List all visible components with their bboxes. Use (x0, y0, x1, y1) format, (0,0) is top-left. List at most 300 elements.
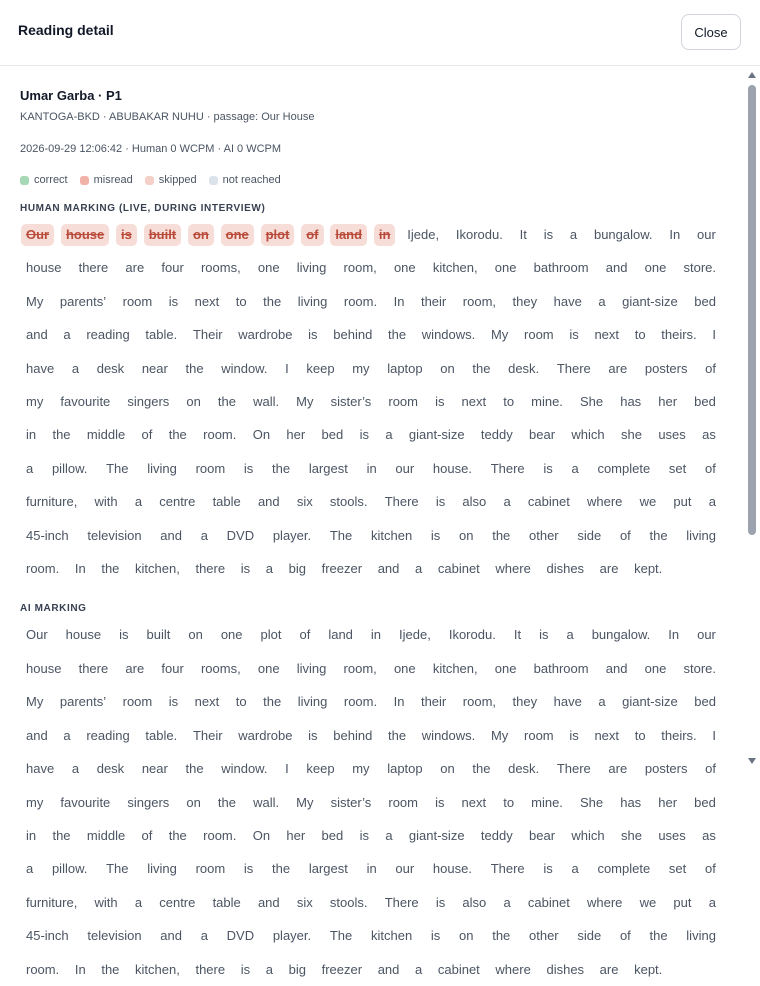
passage-word: theirs. (661, 327, 697, 343)
passage-word: bed (694, 694, 716, 710)
passage-word: Ijede, (399, 627, 431, 643)
passage-word: is (543, 227, 554, 242)
passage-word: behind (333, 327, 373, 343)
passage-word: bungalow. (593, 227, 653, 242)
passage-word: to (503, 794, 515, 810)
passage-word: middle (86, 427, 126, 443)
passage-word: one (644, 660, 667, 676)
passage-word: there (78, 660, 109, 676)
misread-word: is (116, 224, 137, 246)
passage-word: four (161, 660, 184, 676)
passage-word: the (263, 694, 282, 710)
passage-word: is (430, 928, 441, 944)
passage-word: furniture, (26, 494, 78, 510)
passage-word: table (212, 894, 241, 910)
passage-word: other (529, 527, 559, 543)
passage-word: one (494, 660, 517, 676)
passage-word: desk. (508, 761, 540, 777)
passage-word: our (395, 861, 415, 877)
scroll-thumb[interactable] (748, 85, 756, 535)
passage-word: It (519, 227, 527, 242)
passage-word: a (134, 494, 143, 510)
human-marking-label: HUMAN MARKING (LIVE, DURING INTERVIEW) (20, 203, 266, 214)
passage-word: near (141, 761, 168, 777)
passage-word: living (686, 928, 716, 944)
misread-swatch-icon (80, 176, 89, 185)
passage-word: the (492, 928, 511, 944)
passage-word: in (366, 460, 377, 476)
passage-word: and (26, 327, 48, 343)
scroll-down-arrow-icon[interactable] (748, 758, 756, 764)
passage-word: I (285, 761, 289, 777)
passage-word: her (658, 794, 678, 810)
passage-word: My (296, 794, 314, 810)
passage-word: of (141, 827, 153, 843)
passage-word: my (26, 394, 44, 410)
passage-word: stools. (329, 494, 368, 510)
scroll-up-arrow-icon[interactable] (748, 72, 756, 78)
passage-word: house. (432, 460, 472, 476)
passage-word: player. (272, 928, 312, 944)
passage-word: our (697, 227, 716, 242)
passage-word: with (94, 494, 118, 510)
passage-word: is (240, 561, 251, 577)
passage-word: room (195, 861, 226, 877)
passage-word: bear (529, 427, 556, 443)
passage-word: next (461, 394, 487, 410)
passage-word: where (587, 494, 623, 510)
passage-word: Ikorodu. (455, 227, 503, 242)
passage-word: Ijede, (407, 227, 440, 242)
passage-word: room. (343, 694, 378, 710)
passage-word: and (257, 494, 280, 510)
passage-word: television (87, 527, 142, 543)
passage-word: and (160, 928, 182, 944)
passage-word: is (435, 894, 446, 910)
legend-item-not-reached (209, 174, 281, 186)
modal-content (0, 67, 744, 977)
passage-word: windows. (421, 727, 476, 743)
passage-word: room (388, 794, 418, 810)
passage-word: The (329, 928, 353, 944)
passage-word: set (668, 460, 687, 476)
passage-word: big (288, 561, 306, 577)
passage-word: largest (308, 861, 348, 877)
passage-word: other (529, 928, 559, 944)
passage-word: the (217, 794, 236, 810)
passage-word: is (430, 527, 441, 543)
passage-word: She (580, 794, 604, 810)
misread-word: in (374, 224, 396, 246)
passage-word: my (26, 794, 44, 810)
passage-word: window. (221, 360, 268, 376)
passage-word: store. (683, 660, 717, 676)
passage-word: There (556, 360, 591, 376)
passage-word: in (26, 827, 37, 843)
passage-word: the (272, 861, 291, 877)
passage-word: is (243, 861, 254, 877)
passage-word: are (599, 561, 619, 577)
passage-word: the (649, 527, 668, 543)
passage-word: a (134, 894, 143, 910)
passage-word: a (566, 627, 574, 643)
passage-word: dishes (546, 561, 585, 577)
passage-word: side (577, 928, 602, 944)
misread-word: on (188, 224, 214, 246)
passage-word: is (569, 327, 579, 343)
passage-word: table (212, 494, 241, 510)
passage-word: kitchen, (432, 660, 478, 676)
passage-word: kitchen, (432, 260, 478, 276)
passage-word: player. (272, 527, 312, 543)
passage-word: my (352, 360, 370, 376)
passage-word: next (194, 293, 220, 309)
passage-word: with (94, 894, 118, 910)
passage-word: mine. (531, 794, 563, 810)
passage-word: freezer (321, 561, 363, 577)
passage-word: freezer (321, 961, 363, 977)
passage-word: in (370, 627, 382, 643)
passage-word: on (459, 928, 474, 944)
passage-word: middle (86, 827, 126, 843)
passage-word: pillow. (51, 460, 88, 476)
passage-word: the (217, 394, 236, 410)
passage-word: is (539, 627, 549, 643)
passage-word: room (524, 327, 554, 343)
passage-word: theirs. (661, 727, 697, 743)
passage-word: a (265, 961, 273, 977)
not-reached-swatch-icon (209, 176, 218, 185)
legend-item-skipped (145, 174, 197, 186)
passage-word: living (147, 460, 177, 476)
passage-word: My (26, 694, 44, 710)
passage-word: house (26, 660, 62, 676)
passage-word: and (605, 660, 628, 676)
passage-word: windows. (421, 327, 476, 343)
passage-word: singers (127, 794, 170, 810)
passage-word: room (122, 694, 153, 710)
passage-word: on (440, 360, 455, 376)
passage-word: a (708, 494, 716, 510)
passage-word: a (71, 360, 80, 376)
passage-word: largest (308, 460, 348, 476)
passage-word: stools. (329, 894, 368, 910)
passage-word: is (543, 460, 553, 476)
passage-word: desk (96, 761, 125, 777)
passage-word: house (65, 627, 102, 643)
passage-word: the (185, 761, 204, 777)
passage-word: is (243, 460, 254, 476)
passage-word: Their (192, 727, 223, 743)
passage-word: one (644, 260, 667, 276)
passage-word: her (286, 427, 306, 443)
legend-label: skipped (158, 174, 197, 186)
passage-word: sister’s (330, 394, 372, 410)
passage-word: the (52, 827, 71, 843)
student-meta: KANTOGA-BKD · ABUBAKAR NUHU · passage: Our House (20, 111, 315, 123)
passage-word: is (543, 861, 553, 877)
passage-word: we (639, 494, 657, 510)
passage-word: house (26, 260, 62, 276)
passage-word: a (385, 827, 393, 843)
passage-word: and (160, 527, 182, 543)
passage-word: the (101, 961, 120, 977)
modal-title: Reading detail (18, 22, 114, 38)
passage-word: kept. (634, 961, 663, 977)
passage-word: In (74, 561, 86, 577)
passage-word: I (712, 727, 716, 743)
passage-word: There (384, 894, 419, 910)
passage-word: living (296, 660, 327, 676)
passage-word: a (200, 527, 208, 543)
passage-word: a (63, 727, 71, 743)
passage-word: to (235, 694, 247, 710)
passage-word: giant-size (622, 694, 678, 710)
passage-word: of (704, 861, 716, 877)
legend-label: correct (34, 174, 68, 186)
passage-word: built (146, 627, 171, 643)
passage-word: sister’s (330, 794, 372, 810)
passage-word: giant-size (408, 827, 465, 843)
passage-word: next (461, 794, 487, 810)
passage-word: I (712, 327, 716, 343)
passage-word: is (119, 627, 129, 643)
passage-word: on (186, 794, 201, 810)
passage-word: cabinet (527, 494, 570, 510)
passage-word: of (299, 627, 311, 643)
passage-word: room. (203, 827, 237, 843)
passage-word: our (395, 460, 415, 476)
passage-word: room. (343, 293, 378, 309)
passage-word: kitchen, (135, 961, 180, 977)
skipped-swatch-icon (145, 176, 154, 185)
passage-word: centre (159, 494, 196, 510)
passage-word: living (686, 527, 716, 543)
passage-word: complete (597, 460, 651, 476)
close-button[interactable]: Close (681, 14, 741, 50)
passage-word: The (106, 460, 129, 476)
passage-word: a (26, 460, 34, 476)
passage-word: are (608, 761, 628, 777)
passage-word: bear (529, 827, 556, 843)
passage-word: has (620, 394, 642, 410)
passage-word: desk (96, 360, 125, 376)
passage-word: room (122, 293, 153, 309)
passage-word: a (415, 561, 423, 577)
misread-word: Our (21, 224, 54, 246)
passage-word: the (388, 727, 407, 743)
passage-word: a (598, 293, 606, 309)
passage-word: is (240, 961, 251, 977)
passage-word: living (297, 694, 328, 710)
legend-item-misread (80, 174, 133, 186)
passage-word: land (328, 627, 353, 643)
passage-word: wall. (253, 794, 280, 810)
passage-word: has (620, 794, 642, 810)
passage-word: My (490, 327, 509, 343)
passage-word: next (194, 694, 220, 710)
passage-word: is (435, 394, 445, 410)
passage-word: Our (26, 627, 48, 643)
passage-word: are (125, 660, 145, 676)
passage-word: behind (333, 727, 373, 743)
passage-word: her (658, 394, 678, 410)
passage-word: reading (86, 727, 130, 743)
passage-word: giant-size (622, 293, 678, 309)
passage-word: pillow. (51, 861, 88, 877)
passage-word: of (619, 928, 631, 944)
passage-word: centre (159, 894, 196, 910)
passage-word: room. (26, 961, 60, 977)
passage-word: teddy (480, 427, 513, 443)
passage-word: 45-inch (26, 527, 69, 543)
passage-word: room, (343, 660, 377, 676)
passage-word: one (393, 260, 416, 276)
passage-word: the (272, 460, 291, 476)
passage-word: There (556, 761, 591, 777)
passage-word: laptop (387, 761, 423, 777)
passage-word: table. (145, 327, 178, 343)
passage-word: she (621, 827, 642, 843)
passage-word: one (257, 660, 280, 676)
passage-word: cabinet (437, 961, 480, 977)
passage-word: Their (192, 327, 223, 343)
passage-word: one (494, 260, 517, 276)
passage-word: 45-inch (26, 928, 69, 944)
passage-word: of (705, 360, 716, 376)
passage-word: parents’ (59, 293, 107, 309)
passage-word: plot (260, 627, 282, 643)
passage-word: cabinet (527, 894, 570, 910)
passage-word: reading (86, 327, 130, 343)
passage-word: On (252, 827, 271, 843)
passage-word: their (420, 293, 447, 309)
correct-swatch-icon (20, 176, 29, 185)
passage-word: on (188, 627, 203, 643)
passage-word: one (257, 260, 280, 276)
passage-word: posters (644, 360, 688, 376)
passage-word: their (420, 694, 447, 710)
passage-word: wardrobe (238, 327, 293, 343)
passage-word: next (594, 727, 620, 743)
passage-word: is (569, 727, 579, 743)
passage-word: bathroom (533, 660, 589, 676)
passage-word: in (366, 861, 377, 877)
passage-word: uses (658, 827, 686, 843)
passage-word: as (702, 827, 716, 843)
passage-word: My (490, 727, 509, 743)
passage-word: a (708, 894, 716, 910)
passage-word: four (161, 260, 184, 276)
passage-word: on (440, 761, 455, 777)
misread-word: built (144, 224, 181, 246)
passage-word: are (599, 961, 619, 977)
legend-label: not reached (222, 174, 281, 186)
passage-word: they (512, 694, 538, 710)
passage-word: next (594, 327, 620, 343)
passage-word: the (492, 527, 511, 543)
passage-word: posters (644, 761, 688, 777)
passage-word: the (168, 827, 187, 843)
passage-word: side (577, 527, 602, 543)
passage-word: which (571, 827, 605, 843)
passage-word: DVD (226, 928, 255, 944)
passage-word: room (388, 394, 418, 410)
passage-word: a (200, 928, 208, 944)
passage-word: bathroom (533, 260, 589, 276)
passage-word: kitchen, (135, 561, 180, 577)
passage-word: one (393, 660, 416, 676)
passage-word: rooms, (200, 660, 241, 676)
passage-word: the (649, 928, 668, 944)
passage-word: have (553, 293, 582, 309)
passage-word: singers (127, 394, 170, 410)
passage-word: favourite (60, 794, 111, 810)
passage-word: I (285, 360, 289, 376)
scrollbar[interactable] (744, 67, 760, 769)
passage-word: furniture, (26, 894, 78, 910)
passage-word: a (569, 227, 578, 242)
passage-word: there (195, 561, 226, 577)
passage-word: have (26, 761, 55, 777)
passage-word: is (168, 293, 179, 309)
passage-word: My (26, 293, 44, 309)
passage-word: the (388, 327, 407, 343)
passage-word: have (26, 360, 55, 376)
passage-word: My (296, 394, 314, 410)
passage-word: is (308, 327, 318, 343)
passage-word: giant-size (408, 427, 465, 443)
passage-word: a (265, 561, 273, 577)
passage-word: the (472, 761, 491, 777)
passage-word: in (26, 427, 37, 443)
passage-word: is (168, 694, 179, 710)
passage-word: the (168, 427, 187, 443)
passage-word: living (147, 861, 177, 877)
passage-word: wall. (253, 394, 280, 410)
passage-word: her (286, 827, 306, 843)
passage-word: In (669, 227, 681, 242)
passage-word: DVD (226, 527, 255, 543)
passage-word: there (195, 961, 226, 977)
passage-word: is (359, 427, 369, 443)
passage-word: have (553, 694, 582, 710)
passage-word: complete (597, 861, 651, 877)
passage-word: and (377, 561, 400, 577)
passage-word: are (125, 260, 145, 276)
passage-word: store. (683, 260, 717, 276)
human-marking-passage (20, 218, 722, 585)
passage-word: teddy (480, 827, 513, 843)
passage-word: a (71, 761, 80, 777)
passage-word: near (141, 360, 168, 376)
passage-word: bed (321, 827, 344, 843)
legend (20, 174, 722, 186)
passage-word: desk. (508, 360, 540, 376)
passage-word: kitchen (370, 527, 413, 543)
passage-word: is (435, 494, 446, 510)
passage-word: where (587, 894, 623, 910)
passage-word: mine. (531, 394, 563, 410)
passage-word: room. (26, 561, 60, 577)
passage-word: and (257, 894, 280, 910)
passage-word: a (571, 460, 579, 476)
passage-word: the (101, 561, 120, 577)
passage-word: a (26, 861, 34, 877)
passage-word: The (106, 861, 129, 877)
misread-word: land (330, 224, 367, 246)
passage-word: of (705, 761, 716, 777)
